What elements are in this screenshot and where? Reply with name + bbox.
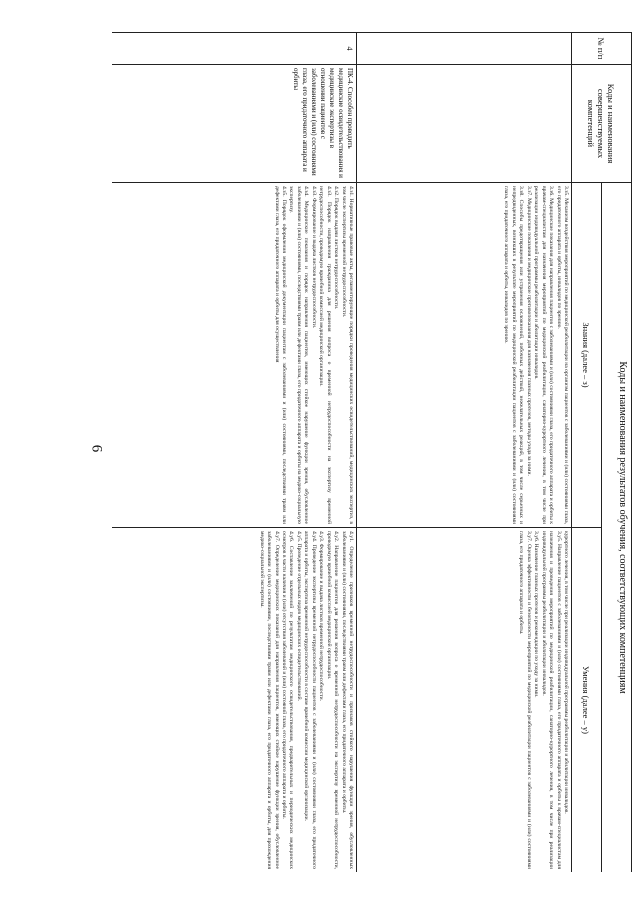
rotated-table-container <box>112 32 632 872</box>
skill-item: 4.у3. Формирование и выдача листков временной нетрудоспособности. <box>318 531 325 701</box>
competence-table <box>112 32 632 872</box>
knowledge-item: 3.з8. Способы предотвращения или устранения осложнений, побочных действий, нежелательных реакций, в том числе серьезных и непредвиденных, возникших в результате мероприятий по медицинской реабилитации пациентов с заболеваниями и (или) состояниями глаза, его придаточного аппарата и орбиты, инвалидов по зрению. <box>503 186 525 524</box>
knowledge-item: 4.з4. Медицинские показания и порядок направления пациентов, имеющих стойкое нарушение функции зрения, обусловленное заболеваниями и (или) состояниями, последствиями травм или дефектами глаза, его придаточного аппарата и орбиты на медико-социальную экспертизу. <box>288 186 310 524</box>
header-row-main <box>602 33 632 873</box>
row-number: 4 <box>112 33 357 65</box>
knowledge-item: 4.з3. Формирование и выдача листков нетрудоспособности. <box>310 186 317 329</box>
knowledge-item: 4.з3. Порядок направления гражданина для решения вопроса о временной нетрудоспособности на экспертизу временной нетрудоспособности, проводимую врачебной комиссией медицинской организации. <box>318 186 332 524</box>
knowledge-cell <box>112 183 357 528</box>
header-knowledge: Знания (далее – з) <box>572 183 602 528</box>
competence-cell <box>357 65 572 183</box>
knowledge-item: 3.з5. Механизм воздействия мероприятий по медицинской реабилитации на организм пациентов с заболеваниями и (или) состояниями глаза, его придаточного аппарата и орбиты, инвалидов по зрению. <box>555 186 569 524</box>
competence-cell: ПК-4. Способен проводить медицинские освидетельствования и медицинские экспертизы в отношении пациентов с заболеваниями и (или) состояниями глаза, его придаточного аппарата и орбиты <box>112 65 357 183</box>
skill-item: курортного лечения, в том числе при реализации индивидуальной программы реабилитации и абилитации инвалидов. <box>563 531 569 814</box>
header-skills: Умения (далее – у) <box>572 528 602 873</box>
skills-cell <box>112 528 357 873</box>
knowledge-item: 4.з2. Порядок выдачи листков нетрудоспособности. <box>333 186 340 310</box>
document-table-area <box>112 32 632 872</box>
knowledge-item: 4.з1. Нормативные правовые акты, регламентирующие порядки проведения медицинских освидетельствований, медицинских экспертиз, в том числе экспертизы временной нетрудоспособности. <box>340 186 354 524</box>
header-num: № п/п <box>572 33 632 65</box>
knowledge-item: 3.з6. Медицинские показания для направления пациентов с заболеваниями и (или) состояниями глаза, его придаточного аппарата и орбиты к врачам-специалистам для назначения мероприятий по медицинской реабилитации, санаторно-курортного лечения, в том числе при реализации индивидуальной программы реабилитации и абилитации инвалидов. <box>533 186 555 524</box>
table-row <box>357 33 572 873</box>
table-row <box>112 33 357 873</box>
header-results: Коды и наименования результатов обучения, соответствующих компетенциям <box>602 183 632 873</box>
row-number <box>357 33 572 65</box>
skill-item: 4.у7. Определение медицинских показаний для направления пациентов, имеющих стойкое нарушение функции зрения, обусловленное заболеваниями и (или) состояниями, последствиями травм или дефектами глаза, его придаточного аппарата и орбиты, для прохождения медико-социальной экспертизы. <box>258 531 280 870</box>
skill-item: 3.у7. Оценка эффективности и безопасности мероприятий по медицинской реабилитации пациентов с заболеваниями и (или) состояниями глаза, его придаточного аппарата и орбиты. <box>518 531 532 870</box>
skill-item: 4.у5. Проведение отдельных видов медицинских освидетельствований. <box>295 531 302 702</box>
header-codes: Коды и наименования совершенствуемых компетенций <box>572 65 632 183</box>
skill-item: 4.у2. Направление пациентов для решения вопроса о временной нетрудоспособности на экспертизу временной нетрудоспособности, проводимую врачебной комиссией медицинской организации. <box>325 531 340 870</box>
skill-item: 3.у6. Назначение глазных протезов и рекомендации по уходу за ними. <box>533 531 540 698</box>
skill-item: 3.у5. Направление пациентов с заболеваниями и (или) состояниями глаза, его придаточного аппарата и орбиты к врачам-специалистам для назначения и проведения мероприятий по медицинской реабилитации, санаторно-курортного лечения, в том числе при реализации индивидуальной программы реабилитации и абилитации инвалидов. <box>540 531 562 870</box>
page-number: 6 <box>88 444 105 453</box>
knowledge-cell <box>357 183 572 528</box>
skill-item: 4.у1. Определение признаков временной нетрудоспособности и признаков стойкого нарушения функции зрения, обусловленных заболеваниями и (или) состояниями, последствиями травм или дефектами глаза, его придаточного аппарата и орбиты. <box>340 531 354 870</box>
skills-cell <box>357 528 572 873</box>
knowledge-item: 3.з7. Медицинские показания и медицинские противопоказания для назначения глазных протезов, методы ухода за ними. <box>525 186 532 476</box>
skill-item: 4.у4. Проведение экспертизы временной нетрудоспособности пациентов с заболеваниями и (или) состояниями глаза, его придаточного аппарата и орбиты, экспертиза временной нетрудоспособности в составе врачебной комиссии медицинской организации. <box>303 531 317 870</box>
skill-item: 4.у6. Составление заключений по результатам медицинского освидетельствования, предварительных и периодических медицинских осмотров в части наличия и (или) отсутствия заболеваний и (или) состояний глаза, его придаточного аппарата и орбиты. <box>281 531 295 870</box>
knowledge-item: 4.з5. Порядок оформления медицинской документации пациентам с заболеваниями и (или) состояниями, последствиями травм или дефектами глаза, его придаточного аппарата и орбиты для осуществления <box>273 186 288 524</box>
